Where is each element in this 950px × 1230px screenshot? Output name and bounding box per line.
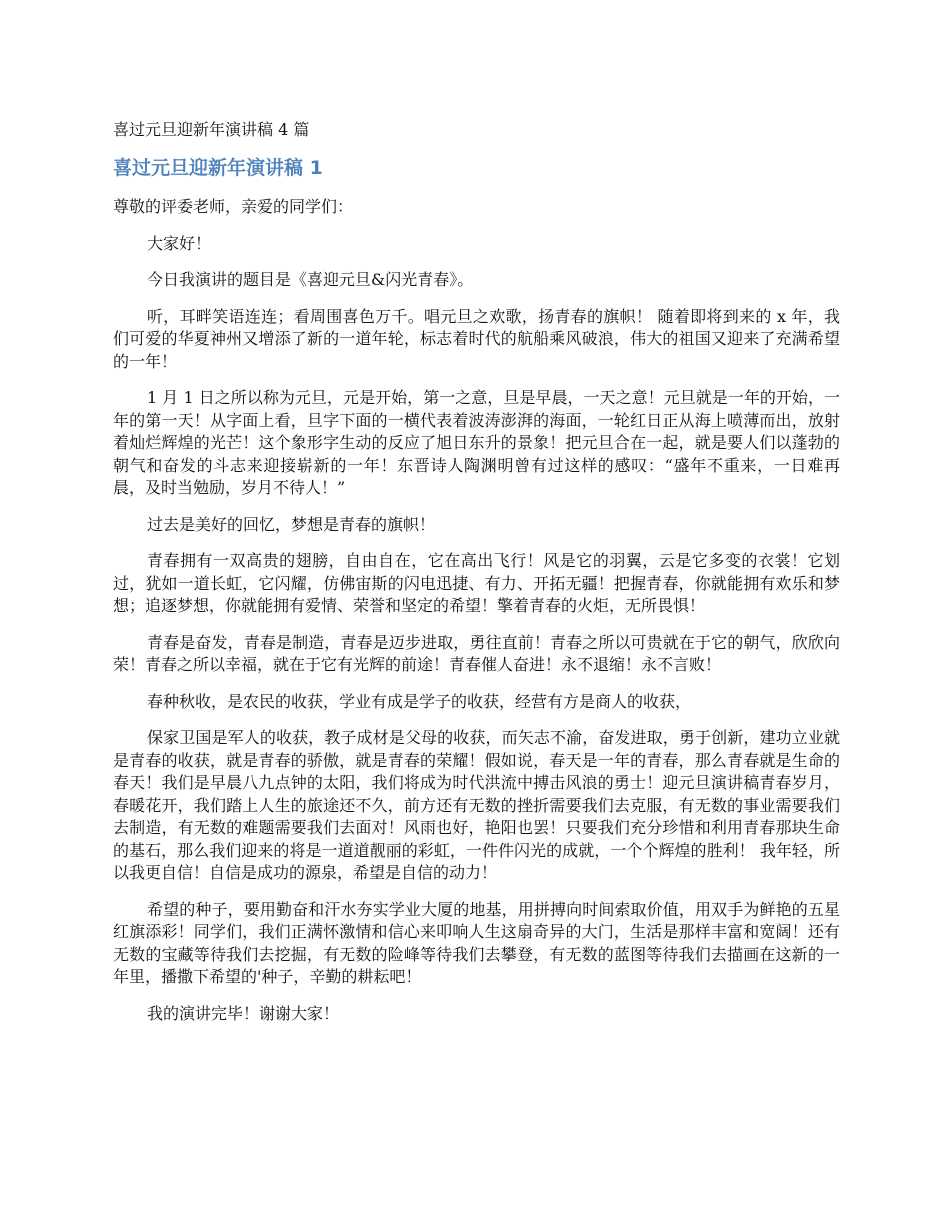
paragraph-youth-wings: 青春拥有一双高贵的翅膀，自由自在，它在高出飞行！风是它的羽翼，云是它多变的衣裳！它划过，犹如一道长虹，它闪耀，仿佛宙斯的闪电迅捷、有力、开拓无疆！把握青春，你就能拥有欢乐和梦想；追逐梦想，你就能拥有爱情、荣誉和坚定的希望！擎着青春的火炬，无所畏惧！ (113, 551, 840, 615)
document-page (113, 118, 840, 1039)
paragraph-defend-country: 保家卫国是军人的收获，教子成材是父母的收获，而矢志不渝，奋发进取，勇于创新，建功立业就是青春的收获，就是青春的骄傲，就是青春的荣耀！假如说，春天是一年的青春，那么青春就是生命的春天！我们是早晨八九点钟的太阳，我们将成为时代洪流中搏击风浪的勇士！迎元旦演讲稿青春岁月，春暖花开，我们踏上人生的旅途还不久，前方还有无数的挫折需要我们去克服，有无数的事业需要我们去制造，有无数的难题需要我们去面对！风雨也好，艳阳也罢！只要我们充分珍惜和利用青春那块生命的基石，那么我们迎来的将是一道道靓丽的彩虹，一件件闪光的成就，一个个辉煌的胜利！ 我年轻，所以我更自信！自信是成功的源泉，希望是自信的动力！ (113, 728, 840, 882)
paragraph-listen: 听，耳畔笑语连连；看周围喜色万千。唱元旦之欢歌，扬青春的旗帜！ 随着即将到来的 x 年，我们可爱的华夏神州又增添了新的一道年轮，标志着时代的航船乘风破浪，伟大的祖国又迎来了充满希望的一年！ (113, 306, 840, 371)
salutation: 尊敬的评委老师，亲爱的同学们： (113, 197, 354, 216)
document-title: 喜过元旦迎新年演讲稿 4 篇 (113, 120, 310, 139)
section-heading: 喜过元旦迎新年演讲稿 1 (113, 157, 323, 179)
paragraph-greeting: 大家好！ (147, 233, 212, 253)
paragraph-seeds-of-hope: 希望的种子，要用勤奋和汗水夯实学业大厦的地基，用拼搏向时间索取价值，用双手为鲜艳的五星红旗添彩！同学们，我们正满怀激情和信心来叩响人生这扇奇异的大门，生活是那样丰富和宽阔！还有无数的宝藏等待我们去挖掘，有无数的险峰等待我们去攀登，有无数的蓝图等待我们去描画在这新的一年里，播撒下希望的'种子，辛勤的耕耘吧！ (113, 899, 840, 986)
paragraph-harvest: 春种秋收，是农民的收获，学业有成是学子的收获，经营有方是商人的收获， (147, 691, 692, 711)
paragraph-topic: 今日我演讲的题目是《喜迎元旦&闪光青春》。 (147, 270, 474, 289)
paragraph-closing: 我的演讲完毕！谢谢大家！ (147, 1003, 340, 1023)
paragraph-past-memories: 过去是美好的回忆，梦想是青春的旗帜！ (147, 514, 436, 534)
paragraph-youth-striving: 青春是奋发，青春是制造，青春是迈步进取，勇往直前！青春之所以可贵就在于它的朝气，欣欣向荣！青春之所以幸福，就在于它有光辉的前途！青春催人奋进！永不退缩！永不言败！ (113, 632, 840, 674)
paragraph-new-year-meaning: 1 月 1 日之所以称为元旦，元是开始，第一之意，旦是早晨，一天之意！元旦就是一年的开始，一年的第一天！从字面上看，旦字下面的一横代表着波涛澎湃的海面，一轮红日正从海上喷薄而出，放射着灿烂辉煌的光芒！这个象形字生动的反应了旭日东升的景象！把元旦合在一起，就是要人们以蓬勃的朝气和奋发的斗志来迎接崭新的一年！东晋诗人陶渊明曾有过这样的感叹：“盛年不重来，一日难再晨，及时当勉励，岁月不待人！” (113, 388, 840, 497)
